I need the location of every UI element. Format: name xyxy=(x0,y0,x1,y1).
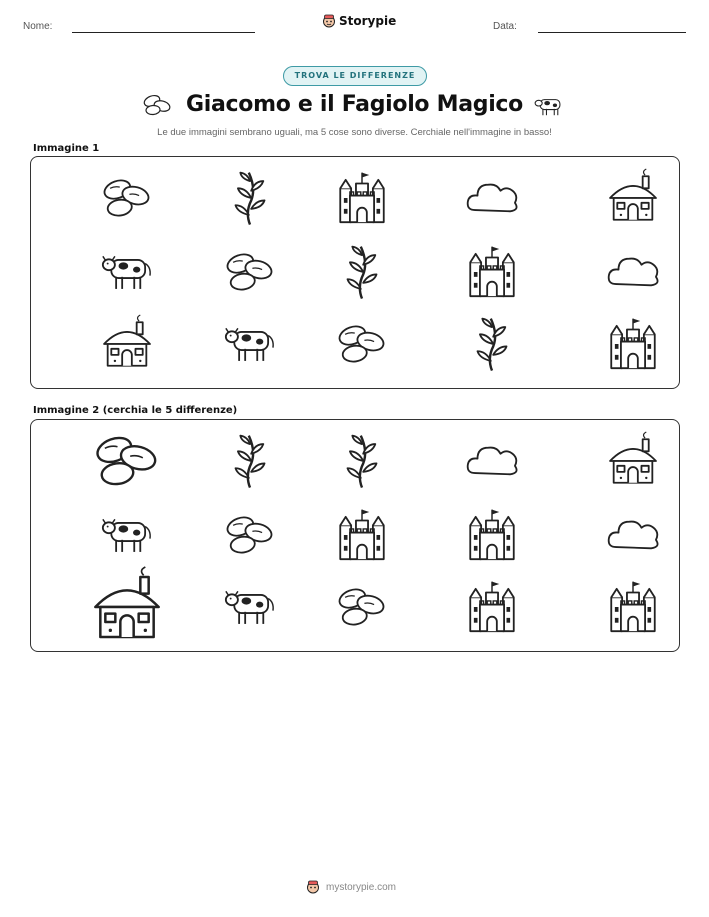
castle-icon[interactable] xyxy=(604,578,662,636)
beans-icon[interactable] xyxy=(98,169,156,227)
beanstalk-icon[interactable] xyxy=(463,315,521,373)
name-label: Nome: xyxy=(23,21,53,32)
image1-label: Immagine 1 xyxy=(33,143,100,154)
cloud-icon[interactable] xyxy=(463,169,521,227)
image1-panel xyxy=(30,156,680,389)
beanstalk-icon[interactable] xyxy=(333,432,391,490)
castle-icon[interactable] xyxy=(604,315,662,373)
beanstalk-icon[interactable] xyxy=(221,432,279,490)
name-line[interactable] xyxy=(72,32,255,33)
beanstalk-icon[interactable] xyxy=(333,243,391,301)
footer xyxy=(306,880,396,894)
castle-icon[interactable] xyxy=(463,243,521,301)
castle-icon[interactable] xyxy=(463,506,521,564)
castle-icon[interactable] xyxy=(333,169,391,227)
date-line[interactable] xyxy=(538,32,686,33)
cloud-icon[interactable] xyxy=(604,243,662,301)
cloud-icon[interactable] xyxy=(604,506,662,564)
storypie-mascot-icon xyxy=(322,14,336,28)
beans-icon[interactable] xyxy=(221,243,279,301)
cow-icon[interactable] xyxy=(98,243,156,301)
beans-icon[interactable] xyxy=(333,578,391,636)
image2-panel xyxy=(30,419,680,652)
instructions: Le due immagini sembrano uguali, ma 5 cose sono diverse. Cerchiale nell'immagine in basso! xyxy=(157,127,552,138)
date-label: Data: xyxy=(493,21,517,32)
beans-icon[interactable] xyxy=(221,506,279,564)
footer-url: mystorypie.com xyxy=(326,881,397,893)
activity-badge: TROVA LE DIFFERENZE xyxy=(283,66,427,86)
cloud-icon[interactable] xyxy=(463,432,521,490)
cow-icon[interactable] xyxy=(98,506,156,564)
cottage-icon[interactable] xyxy=(98,315,156,373)
beanstalk-icon[interactable] xyxy=(221,169,279,227)
cow-icon[interactable] xyxy=(221,578,279,636)
cow-icon[interactable] xyxy=(221,315,279,373)
cottage-icon[interactable] xyxy=(604,169,662,227)
castle-icon[interactable] xyxy=(333,506,391,564)
beans-icon[interactable] xyxy=(333,315,391,373)
title-cow-icon xyxy=(533,93,567,119)
storypie-mascot-icon xyxy=(306,880,320,894)
beans-icon[interactable] xyxy=(89,423,165,499)
page-title: Giacomo e il Fagiolo Magico xyxy=(185,92,523,117)
brand-name: Storypie xyxy=(339,14,397,28)
cottage-icon[interactable] xyxy=(87,567,167,647)
image2-label: Immagine 2 (cerchia le 5 differenze) xyxy=(33,405,238,416)
brand-logo xyxy=(322,14,396,28)
cottage-icon[interactable] xyxy=(604,432,662,490)
castle-icon[interactable] xyxy=(463,578,521,636)
